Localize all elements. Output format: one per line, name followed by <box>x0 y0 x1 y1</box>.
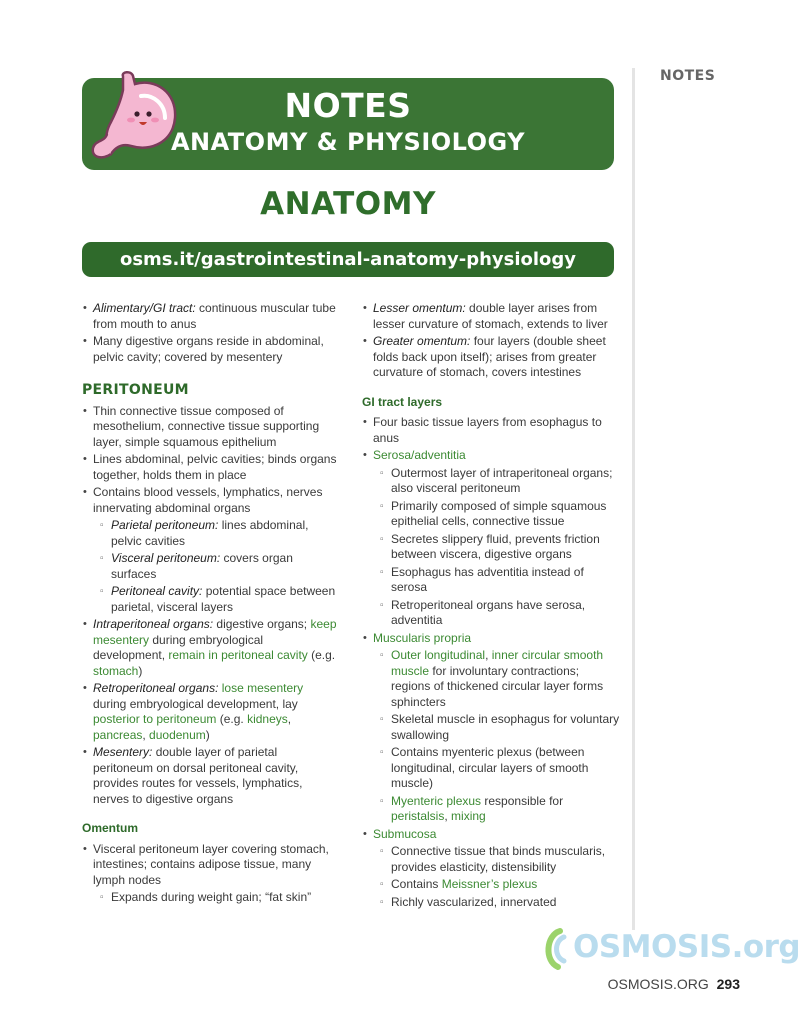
sub-list-item: ▫ Expands during weight gain; “fat skin” <box>82 890 338 906</box>
page-heading: ANATOMY <box>260 186 436 222</box>
stomach-mascot-icon <box>85 70 185 162</box>
sub-list-item: ▫ Retroperitoneal organs have serosa, adventitia <box>362 598 620 629</box>
sub-list-item: ▫ Peritoneal cavity: potential space between parietal, visceral layers <box>82 584 338 615</box>
list-item: • Lesser omentum: double layer arises from lesser curvature of stomach, extends to liver <box>362 301 620 332</box>
list-item: • Intraperitoneal organs: digestive organs; keep mesentery during embryological development, remain in peritoneal cavity (e.g. stomach) <box>82 617 338 679</box>
list-item: • Thin connective tissue composed of mesothelium, connective tissue supporting layer, simple squamous epithelium <box>82 404 338 451</box>
banner-title: NOTES <box>284 86 412 125</box>
list-item: • Retroperitoneal organs: lose mesentery during embryological development, lay posterior to peritoneum (e.g. kidneys, pancreas, duodenum) <box>82 681 338 743</box>
sub-list-item: ▫ Secretes slippery fluid, prevents friction between viscera, digestive organs <box>362 532 620 563</box>
footer-site: OSMOSIS.ORG <box>607 976 709 992</box>
sub-list-item: ▫ Esophagus has adventitia instead of serosa <box>362 565 620 596</box>
osmosis-logo[interactable] <box>540 925 800 973</box>
banner-subtitle: ANATOMY & PHYSIOLOGY <box>170 128 526 156</box>
sub-list-item: ▫ Primarily composed of simple squamous epithelial cells, connective tissue <box>362 499 620 530</box>
section-title-peritoneum: PERITONEUM <box>82 382 189 398</box>
sub-list-item: ▫ Outermost layer of intraperitoneal organs; also visceral peritoneum <box>362 466 620 497</box>
sub-list-item: ▫ Richly vascularized, innervated <box>362 895 620 911</box>
list-item: • Mesentery: double layer of parietal peritoneum on dorsal peritoneal cavity, provides routes for vessels, lymphatics, nerves to digestive organs <box>82 745 338 807</box>
osmosis-logo-text: OSMOSIS.org <box>573 929 800 965</box>
list-item: • Four basic tissue layers from esophagus to anus <box>362 415 620 446</box>
list-item: • Muscularis propria <box>362 631 620 647</box>
list-item: • Many digestive organs reside in abdominal, pelvic cavity; covered by mesentery <box>82 334 338 365</box>
sub-list-item: ▫ Parietal peritoneum: lines abdominal, pelvic cavities <box>82 518 338 549</box>
sub-list-item: ▫ Myenteric plexus responsible for peristalsis, mixing <box>362 794 620 825</box>
list-item: • Lines abdominal, pelvic cavities; binds organs together, holds them in place <box>82 452 338 483</box>
url-text[interactable]: osms.it/gastrointestinal-anatomy-physiology <box>119 249 577 270</box>
list-item: • Greater omentum: four layers (double sheet folds back upon itself); arises from greater curvature of stomach, covers intestines <box>362 334 620 381</box>
list-item: • Alimentary/GI tract: continuous muscular tube from mouth to anus <box>82 301 338 332</box>
url-banner[interactable] <box>82 242 614 277</box>
left-column <box>82 301 338 908</box>
osmosis-logo-icon <box>540 927 572 971</box>
right-column <box>362 301 620 912</box>
list-item: • Contains blood vessels, lymphatics, nerves innervating abdominal organs <box>82 485 338 516</box>
page-number: 293 <box>716 976 740 992</box>
sub-list-item: ▫ Visceral peritoneum: covers organ surfaces <box>82 551 338 582</box>
list-item: • Serosa/adventitia <box>362 448 620 464</box>
sub-list-item: ▫ Contains Meissner’s plexus <box>362 877 620 893</box>
section-title-gi-layers: GI tract layers <box>362 394 443 409</box>
side-notes-label: NOTES <box>660 68 716 84</box>
side-divider <box>632 68 635 930</box>
section-title-omentum: Omentum <box>82 821 139 835</box>
sub-list-item: ▫ Skeletal muscle in esophagus for voluntary swallowing <box>362 712 620 743</box>
sub-list-item: ▫ Outer longitudinal, inner circular smooth muscle for involuntary contractions; regions of thickened circular layer forms sphincters <box>362 648 620 710</box>
list-item: • Visceral peritoneum layer covering stomach, intestines; contains adipose tissue, many lymph nodes <box>82 842 338 889</box>
list-item: • Submucosa <box>362 827 620 843</box>
sub-list-item: ▫ Contains myenteric plexus (between longitudinal, circular layers of smooth muscle) <box>362 745 620 792</box>
sub-list-item: ▫ Connective tissue that binds muscularis, provides elasticity, distensibility <box>362 844 620 875</box>
page-footer <box>608 976 740 992</box>
